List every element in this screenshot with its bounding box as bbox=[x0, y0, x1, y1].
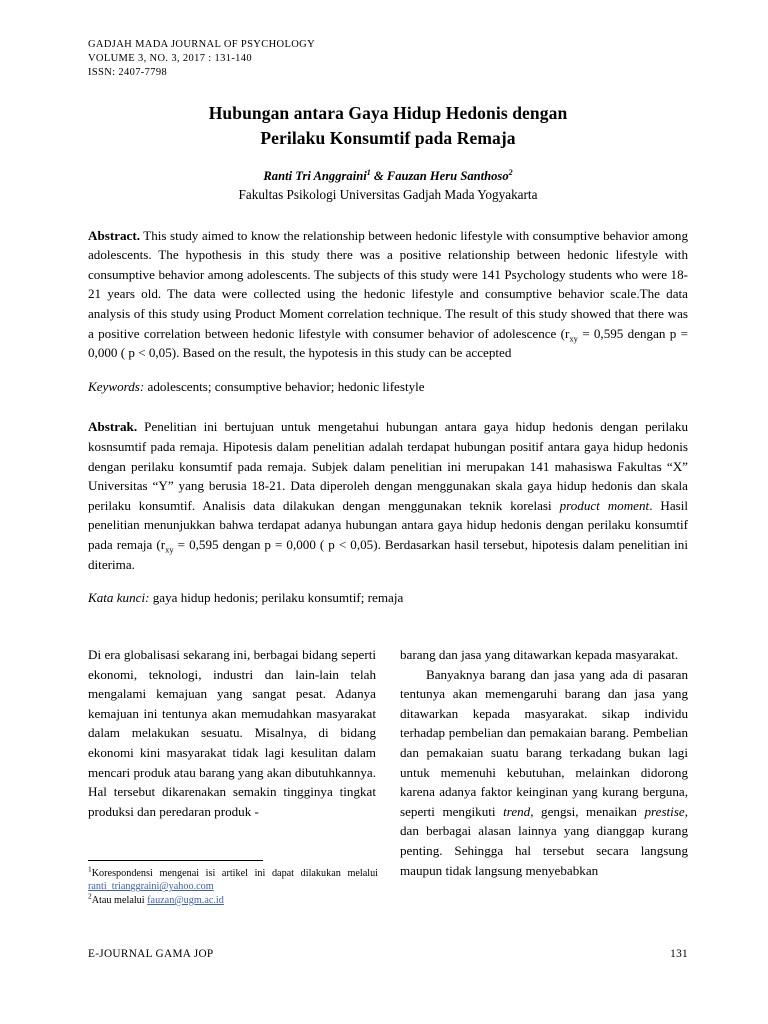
footnote-2-email-link[interactable]: fauzan@ugm.ac.id bbox=[147, 894, 224, 906]
author-affiliation: Fakultas Psikologi Universitas Gadjah Mada Yogyakarta bbox=[238, 186, 538, 202]
article-title-line-2: Perilaku Konsumtif pada Remaja bbox=[260, 127, 516, 148]
author-name-1: Ranti Tri Anggraini bbox=[263, 168, 367, 183]
right-column-paragraph-2-part-a: Banyaknya barang dan jasa yang ada di pasaran tentunya akan memengaruhi barang dan jasa yang ditawarkan kepada masyarakat. sikap individu terhadap pembelian dan pemakaian barang. Pembelian dan pemakaian suatu barang terkadang bukan lagi untuk memenuhi kebutuhan, melainkan didorong karena adanya faktor keinginan yang kurang berguna, seperti mengikuti bbox=[400, 666, 688, 819]
footnote-area bbox=[88, 860, 378, 907]
article-title bbox=[88, 101, 688, 151]
footnote-2-text: Atau melalui bbox=[91, 894, 148, 906]
abstract-english-text-part-2: = 0,595 dengan p = 0,000 ( p < 0,05). Based on the result, the hypotesis in this study can be accepted bbox=[88, 325, 688, 361]
abstract-english bbox=[88, 226, 688, 363]
body-column-left bbox=[88, 645, 376, 945]
abstract-indonesian-label: Abstrak. bbox=[88, 419, 138, 435]
right-column-paragraph-1: barang dan jasa yang ditawarkan kepada masyarakat. bbox=[400, 647, 679, 662]
footnote-2-marker: 2 bbox=[88, 891, 92, 901]
abstract-english-label: Abstract. bbox=[88, 227, 140, 243]
keywords-indonesian-value: gaya hidup hedonis; perilaku konsumtif; remaja bbox=[149, 590, 404, 606]
abstract-indonesian-text-part-3: = 0,595 dengan p = 0,000 ( p < 0,05). Berdasarkan hasil tersebut, hipotesis dalam penelitian ini diterima. bbox=[88, 536, 688, 572]
footer-journal-label: E-JOURNAL GAMA JOP bbox=[88, 948, 214, 960]
author-names bbox=[88, 168, 688, 185]
abstract-indonesian-subscript: xy bbox=[165, 544, 174, 555]
right-column-paragraph-2-part-c: , dan berbagai alasan lainnya yang dianggap kurang penting. Sehingga hal tersebut secara langsung maupun tidak langsung menyebabkan bbox=[400, 803, 689, 878]
author-2-footnote-marker: 2 bbox=[508, 167, 513, 177]
keywords-english-label: Keywords: bbox=[88, 378, 145, 394]
article-title-line-1: Hubungan antara Gaya Hidup Hedonis dengan bbox=[208, 102, 568, 123]
journal-name: GADJAH MADA JOURNAL OF PSYCHOLOGY bbox=[88, 39, 316, 50]
footer-page-number: 131 bbox=[670, 948, 688, 960]
author-1-footnote-marker: 1 bbox=[366, 167, 371, 177]
body-column-right bbox=[400, 645, 688, 945]
abstract-indonesian-text-part-1: Penelitian ini bertujuan untuk mengetahui hubungan antara gaya hidup hedonis dengan perilaku kosnsumtif pada remaja. Hipotesis dalam penelitian adalah terdapat hubungan positif antara gaya hidup hedonis dengan perilaku konsumtif pada remaja. Subjek dalam penelitian ini merupakan 141 mahasiswa Fakultas “X” Universitas “Y” yang berusia 18-21. Data diperoleh dengan menggunakan skala gaya hidup hedonis dan skala perilaku konsumtif. Analisis data dilakukan dengan menggunakan teknik korelasi bbox=[88, 419, 688, 513]
journal-issn: ISSN: 2407-7798 bbox=[88, 67, 168, 79]
abstract-indonesian-italic-term-1: product moment bbox=[559, 497, 650, 513]
author-separator: & bbox=[370, 168, 387, 183]
author-name-2: Fauzan Heru Santhoso bbox=[386, 168, 509, 183]
author-block bbox=[88, 168, 688, 204]
footnote-divider-rule bbox=[88, 860, 263, 861]
keywords-indonesian-label: Kata kunci: bbox=[88, 590, 150, 606]
footnote-1-email-link[interactable]: ranti_trianggraini@yahoo.com bbox=[88, 881, 214, 893]
left-column-paragraph-1: Di era globalisasi sekarang ini, berbagai bidang seperti ekonomi, teknologi, industri dan lain-lain telah mengalami kemajuan yang sangat pesat. Adanya kemajuan ini tentunya akan memudahkan masyarakat dalam melakukan sesuatu. Misalnya, di bidang ekonomi kini masyarakat tidak lagi kesulitan dalam mencari produk atau barang yang akan dibutuhkannya. Hal tersebut dikarenakan semakin tingginya tingkat produksi dan peredaran produk - bbox=[88, 647, 376, 819]
page-footer bbox=[88, 948, 688, 960]
abstract-english-text-part-1: This study aimed to know the relationship between hedonic lifestyle with consumptive behavior among adolescents. The hypothesis in this study there was a positive relationship between hedonic lifestyle with consumptive behavior among adolescents. The subjects of this study were 141 Psychology students who were 18-21 years old. The data were collected using the hedonic lifestyle and consumptive behavior scale.The data analysis of this study using Product Moment correlation technique. The result of this study showed that there was a positive correlation between hedonic lifestyle with consumer behavior of adolescence (r bbox=[88, 227, 688, 341]
keywords-english bbox=[88, 377, 688, 397]
abstract-indonesian-text-part-2: . Hasil penelitian menunjukkan bahwa terdapat adanya hubungan antara gaya hidup hedonis dengan perilaku konsumtif pada remaja (r bbox=[88, 497, 689, 552]
abstract-english-subscript: xy bbox=[569, 333, 578, 344]
footnote-1-marker: 1 bbox=[88, 864, 92, 874]
right-column-paragraph-2-part-b: , gengsi, menaikan bbox=[530, 803, 645, 819]
abstract-indonesian bbox=[88, 417, 688, 574]
footnote-1-text: Korespondensi mengenai isi artikel ini dapat dilakukan melalui bbox=[91, 868, 378, 879]
keywords-english-value: adolescents; consumptive behavior; hedonic lifestyle bbox=[144, 378, 425, 394]
journal-running-head bbox=[88, 38, 688, 81]
right-column-italic-term-trend: trend bbox=[503, 803, 531, 819]
right-column-italic-term-prestise: prestise bbox=[644, 803, 685, 819]
keywords-indonesian bbox=[88, 588, 688, 608]
footnote-1 bbox=[88, 864, 378, 894]
journal-volume-info: VOLUME 3, NO. 3, 2017 : 131-140 bbox=[88, 53, 252, 65]
right-column-paragraph-2 bbox=[400, 665, 688, 881]
footnote-2 bbox=[88, 891, 378, 907]
body-columns bbox=[88, 645, 688, 945]
